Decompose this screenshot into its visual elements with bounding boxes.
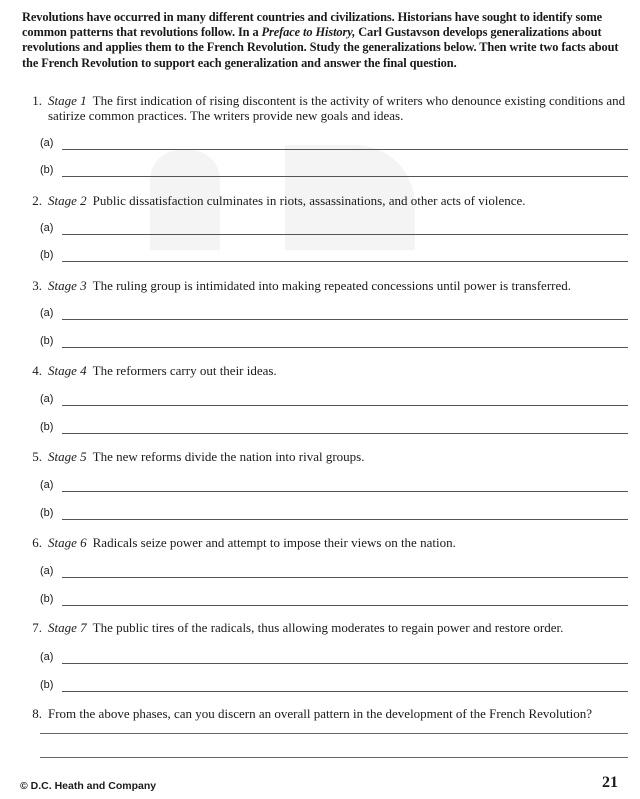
answer-8-line-2[interactable] <box>40 757 628 758</box>
question-number: 8. <box>32 706 42 721</box>
answer-line[interactable] <box>62 234 628 235</box>
answer-line[interactable] <box>62 261 628 262</box>
answer-line[interactable] <box>62 347 628 348</box>
answer-label: (b) <box>40 421 54 433</box>
answer-1b[interactable] <box>40 164 628 178</box>
answer-line[interactable] <box>62 319 628 320</box>
publisher-credit: © D.C. Heath and Company <box>20 780 157 792</box>
question-number: 3. <box>32 278 42 293</box>
answer-line[interactable] <box>62 491 628 492</box>
question-text: Radicals seize power and attempt to impose their views on the nation. <box>92 535 456 550</box>
answer-line[interactable] <box>62 577 628 578</box>
answer-label: (a) <box>40 479 54 491</box>
answer-label: (b) <box>40 593 54 605</box>
question-text: The ruling group is intimidated into making repeated concessions until power is transferred. <box>92 278 571 293</box>
answer-2b[interactable] <box>40 249 628 263</box>
answer-3b[interactable] <box>40 335 628 349</box>
answer-5a[interactable] <box>40 479 628 493</box>
answer-line[interactable] <box>62 519 628 520</box>
stage-label: Stage 2 <box>48 193 87 208</box>
answer-7b[interactable] <box>40 679 628 693</box>
instructions-text-2: Carl Gustavson develops generalizations about revolutions and applies them to the French Revolution. Study the generalizations below. Then write two facts about the French Revolution to support each generalization and answer the final question. <box>22 25 619 70</box>
answer-label: (b) <box>40 679 54 691</box>
answer-line[interactable] <box>62 691 628 692</box>
answer-label: (b) <box>40 164 54 176</box>
answer-label: (a) <box>40 222 54 234</box>
question-text: Public dissatisfaction culminates in riots, assassinations, and other acts of violence. <box>92 193 526 208</box>
question-5 <box>22 449 632 464</box>
answer-label: (a) <box>40 137 54 149</box>
answer-1a[interactable] <box>40 137 628 151</box>
stage-label: Stage 4 <box>48 363 87 378</box>
answer-line[interactable] <box>62 149 628 150</box>
answer-7a[interactable] <box>40 651 628 665</box>
question-number: 4. <box>32 363 42 378</box>
question-number: 2. <box>32 193 42 208</box>
question-8 <box>22 706 632 721</box>
question-text: From the above phases, can you discern an overall pattern in the development of the French Revolution? <box>48 706 593 721</box>
answer-3a[interactable] <box>40 307 628 321</box>
answer-label: (a) <box>40 565 54 577</box>
question-number: 1. <box>32 93 42 108</box>
answer-label: (b) <box>40 507 54 519</box>
question-text: The first indication of rising discontent is the activity of writers who denounce existing conditions and satirize common practices. The writers provide new goals and ideas. <box>48 93 626 123</box>
stage-label: Stage 5 <box>48 449 87 464</box>
answer-label: (a) <box>40 307 54 319</box>
question-text: The new reforms divide the nation into rival groups. <box>92 449 365 464</box>
answer-6a[interactable] <box>40 565 628 579</box>
answer-line[interactable] <box>62 605 628 606</box>
book-title: Preface to History, <box>261 25 356 40</box>
stage-label: Stage 3 <box>48 278 87 293</box>
instructions <box>22 10 624 71</box>
page-number: 21 <box>602 774 618 791</box>
answer-4b[interactable] <box>40 421 628 435</box>
instructions-text-1: Revolutions have occurred in many different countries and civilizations. Historians have sought to identify some common patterns that revolutions follow. In a <box>22 10 602 40</box>
answer-6b[interactable] <box>40 593 628 607</box>
stage-label: Stage 7 <box>48 620 87 635</box>
question-6 <box>22 535 632 550</box>
answer-line[interactable] <box>62 405 628 406</box>
answer-line[interactable] <box>62 663 628 664</box>
question-1 <box>22 93 632 123</box>
answer-8-line-1[interactable] <box>40 733 628 734</box>
answer-2a[interactable] <box>40 222 628 236</box>
stage-label: Stage 6 <box>48 535 87 550</box>
question-text: The public tires of the radicals, thus allowing moderates to regain power and restore order. <box>92 620 564 635</box>
question-text: The reformers carry out their ideas. <box>92 363 277 378</box>
question-number: 7. <box>32 620 42 635</box>
question-number: 5. <box>32 449 42 464</box>
stage-label: Stage 1 <box>48 93 87 108</box>
question-7 <box>22 620 632 635</box>
answer-5b[interactable] <box>40 507 628 521</box>
answer-line[interactable] <box>62 433 628 434</box>
answer-4a[interactable] <box>40 393 628 407</box>
question-4 <box>22 363 632 378</box>
answer-label: (a) <box>40 651 54 663</box>
answer-label: (b) <box>40 335 54 347</box>
answer-line[interactable] <box>62 176 628 177</box>
answer-label: (a) <box>40 393 54 405</box>
question-number: 6. <box>32 535 42 550</box>
question-2 <box>22 193 632 208</box>
question-3 <box>22 278 632 293</box>
answer-label: (b) <box>40 249 54 261</box>
